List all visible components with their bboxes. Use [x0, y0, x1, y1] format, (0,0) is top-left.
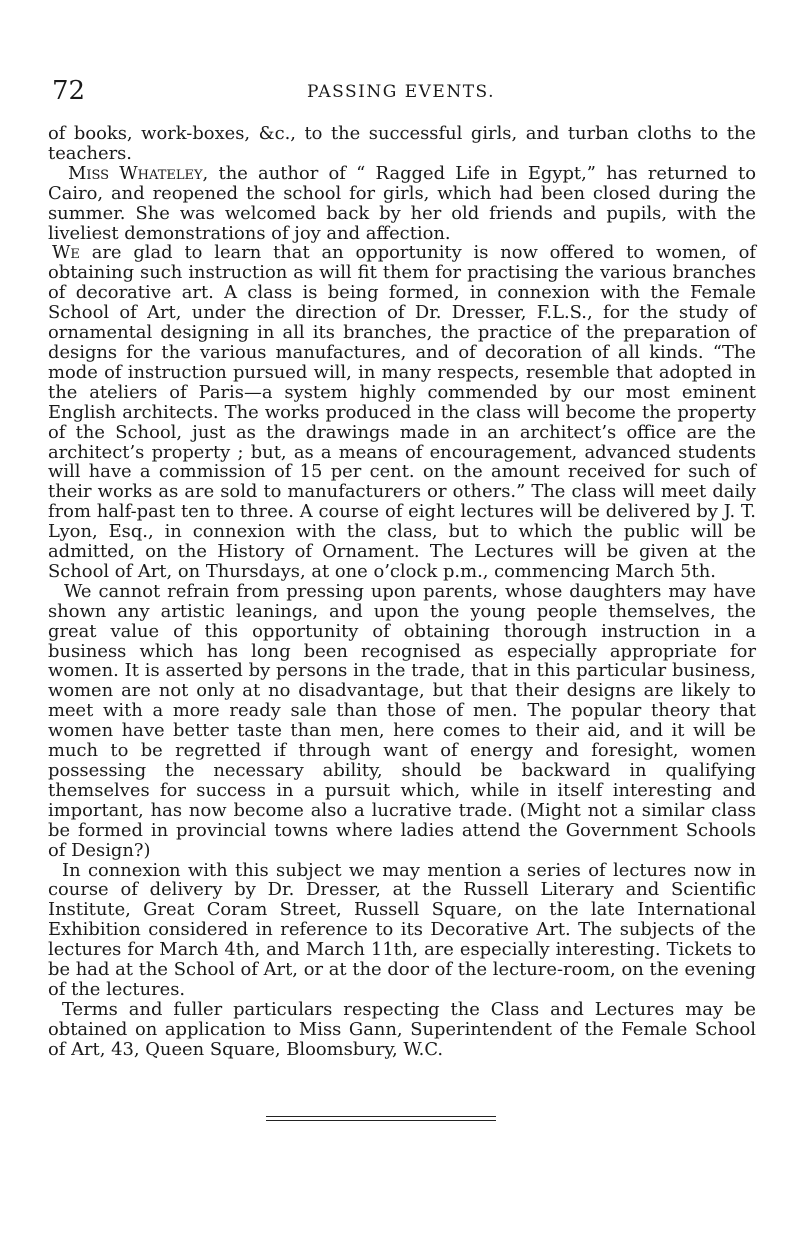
paragraph-terms	[48, 1000, 756, 1060]
paragraph-text: In connexion with this subject we may mention a series of lectures now in course of delivery by Dr. Dresser, at the Russell Literary and Scientific Institute, Great Coram Street, Russell Square, on the late International Exhibition considered in reference to its Decorative Art. The subjects of the lectures for March 4th, and March 11th, are especially interesting. Tickets to be had at the School of Art, or at the door of the lecture-room, on the evening of the lectures.	[48, 859, 756, 1000]
paragraph-decorative-art-class	[48, 243, 756, 581]
paragraph-continuation	[48, 124, 756, 164]
paragraph-appeal-to-parents	[48, 582, 756, 861]
paragraph-whateley	[48, 164, 756, 244]
paragraph-text: Terms and fuller particulars respecting the Class and Lectures may be obtained on application to Miss Gann, Superintendent of the Female School of Art, 43, Queen Square, Bloomsbury, W.C.	[48, 998, 756, 1060]
paragraph-text: We cannot refrain from pressing upon parents, whose daughters may have shown any artistic leanings, and upon the young people themselves, the great value of this opportunity of obtaining thorough instruction in a business which has long been recognised as especially appropriate for women. It is asserted by persons in the trade, that in this particular business, women are not only at no disadvantage, but that their designs are likely to meet with a more ready sale than those of men. The popular theory that women have better taste than men, here comes to their aid, and it will be much to be regretted if through want of energy and foresight, women possessing the necessary ability, should be backward in qualifying themselves for success in a pursuit which, while in itself interesting and important, has now become also a lucrative trade. (Might not a similar class be formed in provincial towns where ladies attend the Government Schools of Design?)	[48, 580, 756, 861]
closing-rule-bottom	[266, 1120, 496, 1121]
article-body	[48, 124, 756, 1060]
paragraph-text: of books, work-boxes, &c., to the successful girls, and turban cloths to the teachers.	[48, 123, 756, 164]
paragraph-text: are glad to learn that an opportunity is now offered to women, of obtaining such instruction as will fit them for practising the various branches of decorative art. A class is being formed, in connexion with the Female School of Art, under the direction of Dr. Dresser, F.L.S., for the study of ornamental designing in all its branches, the practice of the preparation of designs for the various manufactures, and of decoration of all kinds. “The mode of instruction pursued will, in many respects, resemble that adopted in the ateliers of Paris—a system highly commended by our most eminent English architects. The works produced in the class will become the property of the School, just as the drawings made in an architect’s office are the architect’s property ; but, as a means of encouragement, advanced students will have a commission of 15 per cent. on the amount received for such of their works as are sold to manufacturers or others.” The class will meet daily from half-past ten to three. A course of eight lectures will be delivered by J. T. Lyon, Esq., in connexion with the class, but to which the public will be admitted, on the History of Ornament. The Lectures will be given at the School of Art, on Thursdays, at one o’clock p.m., commencing March 5th.	[48, 242, 756, 582]
page-number: 72	[52, 76, 86, 106]
running-title: PASSING EVENTS.	[307, 82, 495, 102]
page-header	[52, 76, 750, 110]
paragraph-lead: We	[52, 242, 80, 264]
paragraph-dresser-lectures	[48, 861, 756, 1000]
paragraph-text: the author of “ Ragged Life in Egypt,” has returned to Cairo, and reopened the school for girls, which had been closed during the summer. She was welcomed back by her old friends and pupils, with the liveliest demonstrations of joy and affection.	[48, 162, 756, 244]
paragraph-lead: Miss Whateley,	[68, 162, 209, 184]
closing-rule-top	[266, 1116, 496, 1117]
